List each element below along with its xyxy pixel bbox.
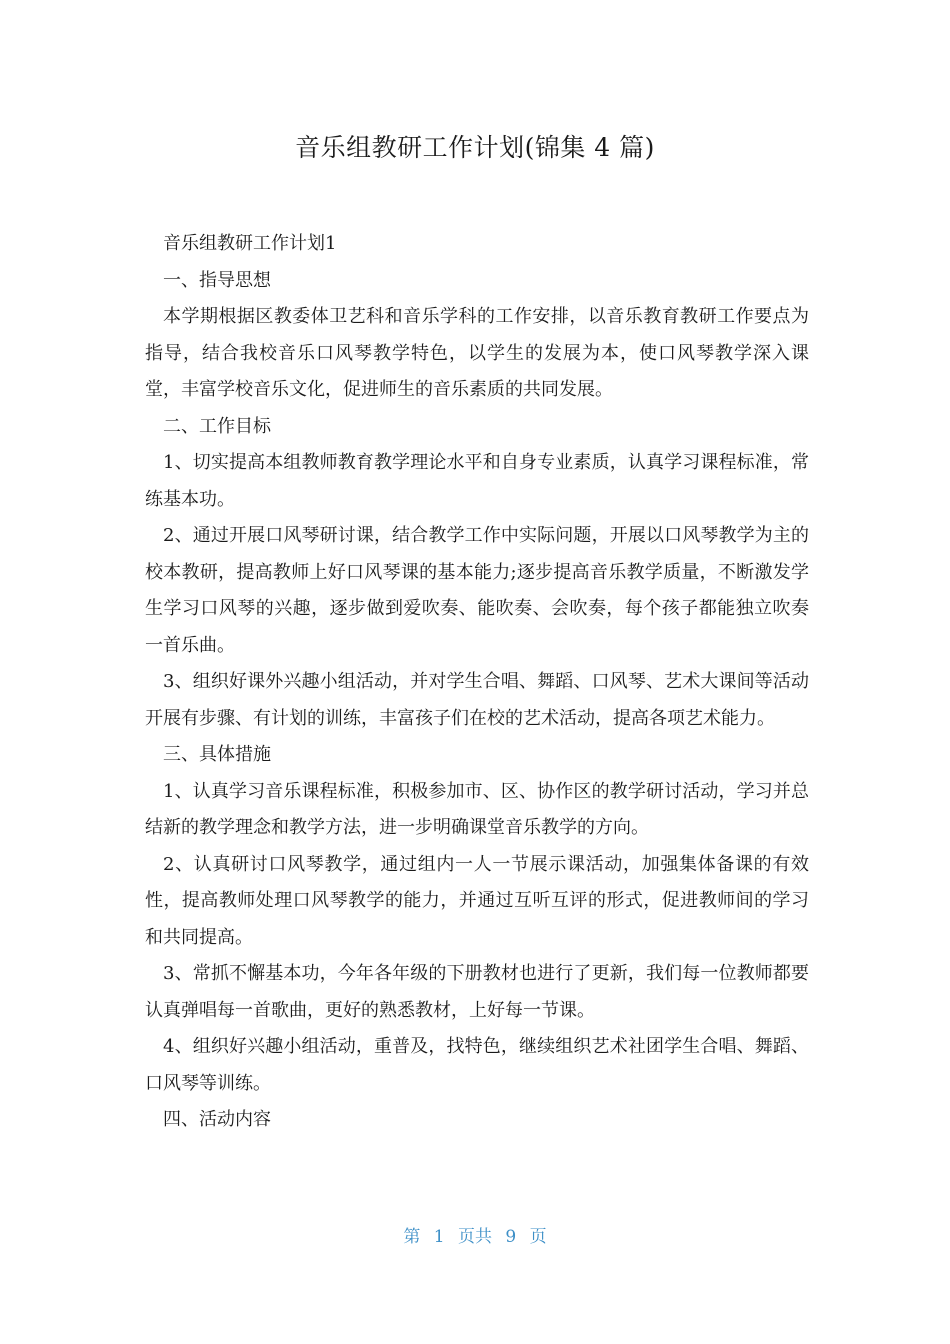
document-body — [145, 226, 809, 1139]
paragraph-measure-1: 1、认真学习音乐课程标准，积极参加市、区、协作区的教学研讨活动，学习并总结新的教学理念和教学方法，进一步明确课堂音乐教学的方向。 — [145, 780, 809, 838]
paragraph-goal-1: 1、切实提高本组教师教育教学理论水平和自身专业素质，认真学习课程标准，常练基本功。 — [145, 452, 809, 510]
paragraph-measure-3: 3、常抓不懈基本功，今年各年级的下册教材也进行了更新，我们每一位教师都要认真弹唱每一首歌曲，更好的熟悉教材，上好每一节课。 — [145, 963, 809, 1021]
paragraph-goal-3: 3、组织好课外兴趣小组活动，并对学生合唱、舞蹈、口风琴、艺术大课间等活动开展有步骤、有计划的训练，丰富孩子们在校的艺术活动，提高各项艺术能力。 — [145, 671, 809, 729]
section-heading-guiding-idea: 一、指导思想 — [163, 269, 271, 291]
page-number-footer: 第 1 页共 9 页 — [403, 1227, 547, 1247]
paragraph-measure-4: 4、组织好兴趣小组活动，重普及，找特色，继续组织艺术社团学生合唱、舞蹈、口风琴等训练。 — [145, 1036, 809, 1094]
paragraph-measure-2: 2、认真研讨口风琴教学，通过组内一人一节展示课活动，加强集体备课的有效性，提高教师处理口风琴教学的能力，并通过互听互评的形式，促进教师间的学习和共同提高。 — [145, 853, 809, 948]
paragraph-goal-2: 2、通过开展口风琴研讨课，结合教学工作中实际问题，开展以口风琴教学为主的校本教研，提高教师上好口风琴课的基本能力;逐步提高音乐教学质量，不断激发学生学习口风琴的兴趣，逐步做到爱吹奏、能吹奏、会吹奏，每个孩子都能独立吹奏一首乐曲。 — [145, 525, 809, 656]
section-heading-work-goals: 二、工作目标 — [163, 415, 271, 437]
section-heading-measures: 三、具体措施 — [163, 744, 271, 765]
section-heading-plan-1: 音乐组教研工作计划1 — [163, 233, 337, 254]
document-title: 音乐组教研工作计划(锦集 4 篇) — [295, 133, 655, 162]
section-heading-activities: 四、活动内容 — [163, 1109, 271, 1130]
paragraph-guiding-idea: 本学期根据区教委体卫艺科和音乐学科的工作安排，以音乐教育教研工作要点为指导，结合我校音乐口风琴教学特色，以学生的发展为本，使口风琴教学深入课堂，丰富学校音乐文化，促进师生的音乐素质的共同发展。 — [145, 306, 809, 400]
